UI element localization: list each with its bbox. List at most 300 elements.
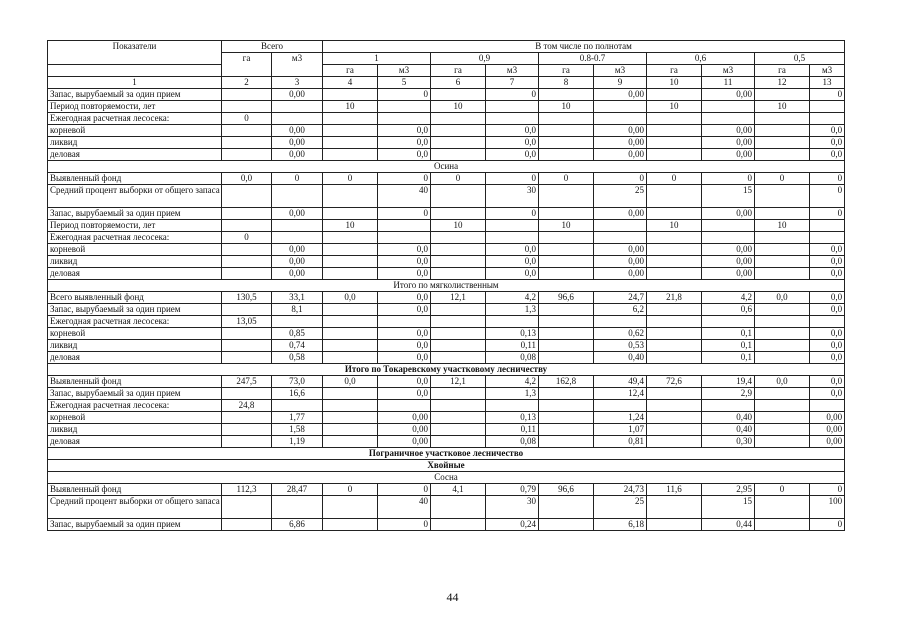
table-cell: 0,0 — [378, 340, 431, 352]
table-cell — [647, 316, 702, 328]
table-cell — [810, 101, 845, 113]
table-cell — [486, 400, 539, 412]
table-cell — [755, 436, 810, 448]
table-row — [48, 256, 845, 268]
table-cell: 0,00 — [810, 412, 845, 424]
row-label: Ежегодная расчетная лесосека: — [48, 232, 222, 244]
table-cell: 0,0 — [378, 376, 431, 388]
table-cell — [323, 352, 378, 364]
table-cell: 0 — [323, 484, 378, 496]
table-cell: 10 — [323, 101, 378, 113]
table-cell: 0,44 — [702, 519, 755, 531]
table-row — [48, 340, 845, 352]
table-cell: 0,0 — [810, 244, 845, 256]
table-cell: 0 — [222, 232, 272, 244]
forest-inventory-table — [47, 40, 845, 531]
header-density-0-8-0-7: 0.8-0.7 — [539, 53, 647, 65]
table-cell — [486, 113, 539, 125]
table-cell — [647, 412, 702, 424]
table-cell — [378, 316, 431, 328]
table-cell — [539, 316, 594, 328]
header-ha: га — [647, 65, 702, 77]
table-cell: 0,6 — [702, 304, 755, 316]
table-cell — [378, 101, 431, 113]
table-cell: 40 — [378, 496, 431, 519]
table-cell: 0,0 — [323, 376, 378, 388]
table-cell — [594, 101, 647, 113]
table-cell — [647, 149, 702, 161]
header-m3: м3 — [378, 65, 431, 77]
table-cell — [539, 268, 594, 280]
table-cell — [272, 185, 323, 208]
table-cell — [323, 208, 378, 220]
table-cell: 0,0 — [378, 388, 431, 400]
header-total-ha: га — [222, 53, 272, 77]
row-label: Средний процент выборки от общего запаса — [48, 185, 222, 208]
table-cell: 4,2 — [486, 376, 539, 388]
table-cell: 0,00 — [702, 125, 755, 137]
table-cell: 0,0 — [810, 376, 845, 388]
table-cell — [272, 113, 323, 125]
table-cell — [647, 137, 702, 149]
table-cell — [755, 232, 810, 244]
table-cell: 0,0 — [810, 149, 845, 161]
table-cell — [431, 137, 486, 149]
table-cell: 6,18 — [594, 519, 647, 531]
table-cell — [222, 436, 272, 448]
table-cell: 10 — [539, 101, 594, 113]
row-label: корневой — [48, 328, 222, 340]
table-cell — [539, 149, 594, 161]
table-row — [48, 388, 845, 400]
table-cell: 0,00 — [272, 256, 323, 268]
table-cell — [378, 220, 431, 232]
table-cell: 4,2 — [486, 292, 539, 304]
table-cell: 0,0 — [378, 304, 431, 316]
row-label: Выявленный фонд — [48, 173, 222, 185]
table-cell — [539, 256, 594, 268]
table-cell: 12,4 — [594, 388, 647, 400]
table-cell: 0,0 — [810, 292, 845, 304]
table-row — [48, 316, 845, 328]
table-cell — [323, 232, 378, 244]
table-cell: 0,1 — [702, 340, 755, 352]
header-total: Всего — [222, 41, 323, 53]
table-cell: 25 — [594, 496, 647, 519]
table-cell: 0 — [810, 519, 845, 531]
table-cell: 162,8 — [539, 376, 594, 388]
table-cell — [539, 496, 594, 519]
table-cell — [647, 89, 702, 101]
header-total-m3: м3 — [272, 53, 323, 77]
table-cell — [539, 137, 594, 149]
table-cell — [272, 496, 323, 519]
table-row — [48, 244, 845, 256]
column-number: 9 — [594, 77, 647, 89]
row-label: Всего выявленный фонд — [48, 292, 222, 304]
table-cell: 0,24 — [486, 519, 539, 531]
table-row — [48, 484, 845, 496]
table-cell — [539, 232, 594, 244]
header-indicators: Показатели — [48, 41, 222, 65]
table-cell — [755, 125, 810, 137]
table-cell: 19,4 — [702, 376, 755, 388]
table-cell — [755, 137, 810, 149]
header-density-1: 1 — [323, 53, 431, 65]
row-label: Выявленный фонд — [48, 484, 222, 496]
table-cell — [323, 149, 378, 161]
table-cell — [272, 220, 323, 232]
table-cell: 0 — [755, 173, 810, 185]
table-cell: 0 — [272, 173, 323, 185]
table-cell — [810, 400, 845, 412]
table-cell: 0,00 — [272, 137, 323, 149]
table-cell: 0 — [755, 484, 810, 496]
table-cell: 10 — [755, 101, 810, 113]
table-cell: 40 — [378, 185, 431, 208]
table-row — [48, 328, 845, 340]
table-cell: 0 — [647, 173, 702, 185]
table-cell — [222, 268, 272, 280]
table-cell: 0,74 — [272, 340, 323, 352]
table-cell: 0,0 — [378, 149, 431, 161]
table-cell — [431, 424, 486, 436]
table-cell: 0,08 — [486, 352, 539, 364]
table-cell — [539, 352, 594, 364]
table-cell: 49,4 — [594, 376, 647, 388]
table-cell — [755, 400, 810, 412]
table-row — [48, 208, 845, 220]
table-cell: 0 — [810, 208, 845, 220]
table-cell: 0 — [486, 208, 539, 220]
table-cell — [323, 125, 378, 137]
table-cell: 2,95 — [702, 484, 755, 496]
table-cell: 8,1 — [272, 304, 323, 316]
table-cell: 72,6 — [647, 376, 702, 388]
table-cell — [323, 268, 378, 280]
row-label: Запас, вырубаемый за один прием — [48, 388, 222, 400]
table-cell — [323, 436, 378, 448]
table-cell — [539, 412, 594, 424]
section-title: Итого по мягколиственным — [48, 280, 845, 292]
header-ha: га — [323, 65, 378, 77]
column-number: 5 — [378, 77, 431, 89]
table-row — [48, 101, 845, 113]
table-cell: 0 — [378, 173, 431, 185]
table-cell — [431, 519, 486, 531]
table-cell: 96,6 — [539, 292, 594, 304]
header-density-0-6: 0,6 — [647, 53, 755, 65]
table-cell — [431, 256, 486, 268]
table-cell: 0,00 — [272, 244, 323, 256]
table-cell: 0,0 — [810, 340, 845, 352]
table-cell — [702, 316, 755, 328]
table-cell: 0 — [702, 173, 755, 185]
table-cell — [594, 400, 647, 412]
table-cell: 11,6 — [647, 484, 702, 496]
table-cell — [378, 232, 431, 244]
table-cell — [378, 400, 431, 412]
table-cell: 0 — [810, 89, 845, 101]
row-label: корневой — [48, 412, 222, 424]
table-cell — [222, 412, 272, 424]
row-label: ликвид — [48, 137, 222, 149]
row-label: Ежегодная расчетная лесосека: — [48, 316, 222, 328]
table-cell: 0,00 — [272, 125, 323, 137]
header-row-3 — [48, 65, 845, 77]
row-label: ликвид — [48, 256, 222, 268]
table-cell: 0 — [431, 173, 486, 185]
table-cell — [431, 125, 486, 137]
table-cell — [222, 101, 272, 113]
table-cell — [755, 256, 810, 268]
table-cell: 1,3 — [486, 388, 539, 400]
table-cell: 0,0 — [378, 352, 431, 364]
row-label: деловая — [48, 268, 222, 280]
table-cell: 16,6 — [272, 388, 323, 400]
column-number: 1 — [48, 77, 222, 89]
table-cell — [702, 232, 755, 244]
table-cell: 25 — [594, 185, 647, 208]
header-m3: м3 — [486, 65, 539, 77]
table-cell: 0,11 — [486, 340, 539, 352]
header-m3: м3 — [702, 65, 755, 77]
header-ha: га — [431, 65, 486, 77]
table-row — [48, 125, 845, 137]
table-cell — [647, 113, 702, 125]
table-cell: 0,00 — [594, 89, 647, 101]
table-row — [48, 400, 845, 412]
table-cell: 0,0 — [378, 137, 431, 149]
table-cell — [431, 89, 486, 101]
table-cell — [323, 412, 378, 424]
table-cell: 0,00 — [272, 268, 323, 280]
table-cell — [755, 113, 810, 125]
table-cell: 96,6 — [539, 484, 594, 496]
table-cell — [431, 436, 486, 448]
table-cell — [755, 304, 810, 316]
table-row — [48, 519, 845, 531]
table-cell — [755, 352, 810, 364]
header-empty-cell — [48, 65, 222, 77]
table-cell: 247,5 — [222, 376, 272, 388]
table-cell: 0,62 — [594, 328, 647, 340]
table-cell: 0 — [810, 173, 845, 185]
table-cell — [755, 316, 810, 328]
table-cell: 0,40 — [594, 352, 647, 364]
row-label: ликвид — [48, 424, 222, 436]
table-cell: 0,0 — [378, 244, 431, 256]
table-cell — [594, 232, 647, 244]
table-cell — [647, 328, 702, 340]
table-row — [48, 232, 845, 244]
table-cell: 0,0 — [486, 256, 539, 268]
table-cell — [647, 256, 702, 268]
table-cell — [222, 149, 272, 161]
section-header-row — [48, 161, 845, 173]
row-label: корневой — [48, 125, 222, 137]
table-cell — [755, 424, 810, 436]
table-cell: 0 — [378, 484, 431, 496]
table-cell — [272, 232, 323, 244]
table-cell — [810, 232, 845, 244]
table-cell — [810, 220, 845, 232]
table-cell: 0,0 — [810, 125, 845, 137]
table-cell: 0 — [810, 484, 845, 496]
table-cell: 0,40 — [702, 412, 755, 424]
table-cell: 1,3 — [486, 304, 539, 316]
table-cell: 0 — [378, 519, 431, 531]
table-cell — [647, 388, 702, 400]
table-cell: 2,9 — [702, 388, 755, 400]
table-cell: 0,00 — [378, 436, 431, 448]
table-cell: 24,73 — [594, 484, 647, 496]
table-cell: 0 — [539, 173, 594, 185]
table-cell: 0,13 — [486, 412, 539, 424]
table-cell — [222, 244, 272, 256]
table-cell — [539, 185, 594, 208]
table-row — [48, 292, 845, 304]
column-number-row — [48, 77, 845, 89]
table-cell: 4,1 — [431, 484, 486, 496]
table-cell: 0,13 — [486, 328, 539, 340]
table-cell — [431, 208, 486, 220]
page-number: 44 — [446, 590, 459, 604]
row-label: Запас, вырубаемый за один прием — [48, 208, 222, 220]
table-cell — [222, 352, 272, 364]
table-cell — [323, 388, 378, 400]
table-cell — [702, 101, 755, 113]
section-header-row — [48, 280, 845, 292]
table-cell — [431, 268, 486, 280]
row-label: Средний процент выборки от общего запаса — [48, 496, 222, 519]
table-cell — [755, 244, 810, 256]
table-cell — [647, 519, 702, 531]
table-cell: 0,79 — [486, 484, 539, 496]
header-ha: га — [539, 65, 594, 77]
section-title: Осина — [48, 161, 845, 173]
table-cell — [323, 328, 378, 340]
table-cell — [431, 496, 486, 519]
table-cell — [647, 232, 702, 244]
table-cell: 21,8 — [647, 292, 702, 304]
column-number: 12 — [755, 77, 810, 89]
table-cell: 0,00 — [594, 208, 647, 220]
section-header-row — [48, 472, 845, 484]
header-m3: м3 — [594, 65, 647, 77]
table-cell: 0,0 — [810, 352, 845, 364]
table-cell: 130,5 — [222, 292, 272, 304]
table-cell: 1,77 — [272, 412, 323, 424]
table-cell: 0,00 — [810, 436, 845, 448]
header-density-0-9: 0,9 — [431, 53, 539, 65]
section-header-row — [48, 364, 845, 376]
table-cell — [431, 412, 486, 424]
table-cell: 0,00 — [702, 208, 755, 220]
table-cell — [647, 125, 702, 137]
header-row-1 — [48, 41, 845, 53]
table-cell: 0,00 — [272, 149, 323, 161]
table-cell — [431, 400, 486, 412]
table-cell: 1,24 — [594, 412, 647, 424]
table-cell — [323, 316, 378, 328]
table-cell: 73,0 — [272, 376, 323, 388]
table-cell: 12,1 — [431, 376, 486, 388]
row-label: Запас, вырубаемый за один прием — [48, 519, 222, 531]
table-cell: 0,00 — [272, 208, 323, 220]
table-cell — [647, 400, 702, 412]
header-ha: га — [755, 65, 810, 77]
table-cell — [755, 89, 810, 101]
table-cell — [539, 400, 594, 412]
table-cell: 0,0 — [755, 376, 810, 388]
table-cell: 0,11 — [486, 424, 539, 436]
table-cell: 0 — [378, 89, 431, 101]
table-cell — [431, 244, 486, 256]
table-cell: 0,00 — [272, 89, 323, 101]
table-cell: 0,0 — [486, 244, 539, 256]
table-cell — [647, 352, 702, 364]
table-cell — [323, 244, 378, 256]
table-cell — [755, 149, 810, 161]
table-cell — [539, 125, 594, 137]
table-cell: 0,30 — [702, 436, 755, 448]
table-cell — [222, 304, 272, 316]
table-cell: 0,0 — [486, 268, 539, 280]
table-cell: 0 — [323, 173, 378, 185]
table-row — [48, 113, 845, 125]
table-cell — [486, 220, 539, 232]
table-cell: 0,00 — [702, 89, 755, 101]
table-row — [48, 496, 845, 519]
row-label: Ежегодная расчетная лесосека: — [48, 113, 222, 125]
table-cell: 0,40 — [702, 424, 755, 436]
table-cell: 0,58 — [272, 352, 323, 364]
table-cell — [755, 412, 810, 424]
table-cell: 0,00 — [702, 244, 755, 256]
table-cell: 0,0 — [486, 149, 539, 161]
row-label: деловая — [48, 352, 222, 364]
column-number: 11 — [702, 77, 755, 89]
table-cell — [539, 113, 594, 125]
table-cell — [323, 496, 378, 519]
table-cell — [323, 424, 378, 436]
table-cell — [222, 208, 272, 220]
table-cell: 0,00 — [810, 424, 845, 436]
table-cell — [755, 496, 810, 519]
table-cell — [431, 185, 486, 208]
table-cell — [539, 208, 594, 220]
table-cell — [222, 220, 272, 232]
table-cell — [594, 316, 647, 328]
table-cell: 0,00 — [702, 268, 755, 280]
table-cell: 1,19 — [272, 436, 323, 448]
column-number: 2 — [222, 77, 272, 89]
table-cell — [222, 340, 272, 352]
table-cell — [755, 208, 810, 220]
table-cell: 15 — [702, 496, 755, 519]
table-row — [48, 304, 845, 316]
table-row — [48, 173, 845, 185]
table-row — [48, 352, 845, 364]
table-cell: 28,47 — [272, 484, 323, 496]
table-cell — [755, 519, 810, 531]
table-cell — [647, 304, 702, 316]
row-label: Период повторяемости, лет — [48, 220, 222, 232]
table-cell — [539, 304, 594, 316]
table-cell: 0,53 — [594, 340, 647, 352]
table-cell — [222, 185, 272, 208]
